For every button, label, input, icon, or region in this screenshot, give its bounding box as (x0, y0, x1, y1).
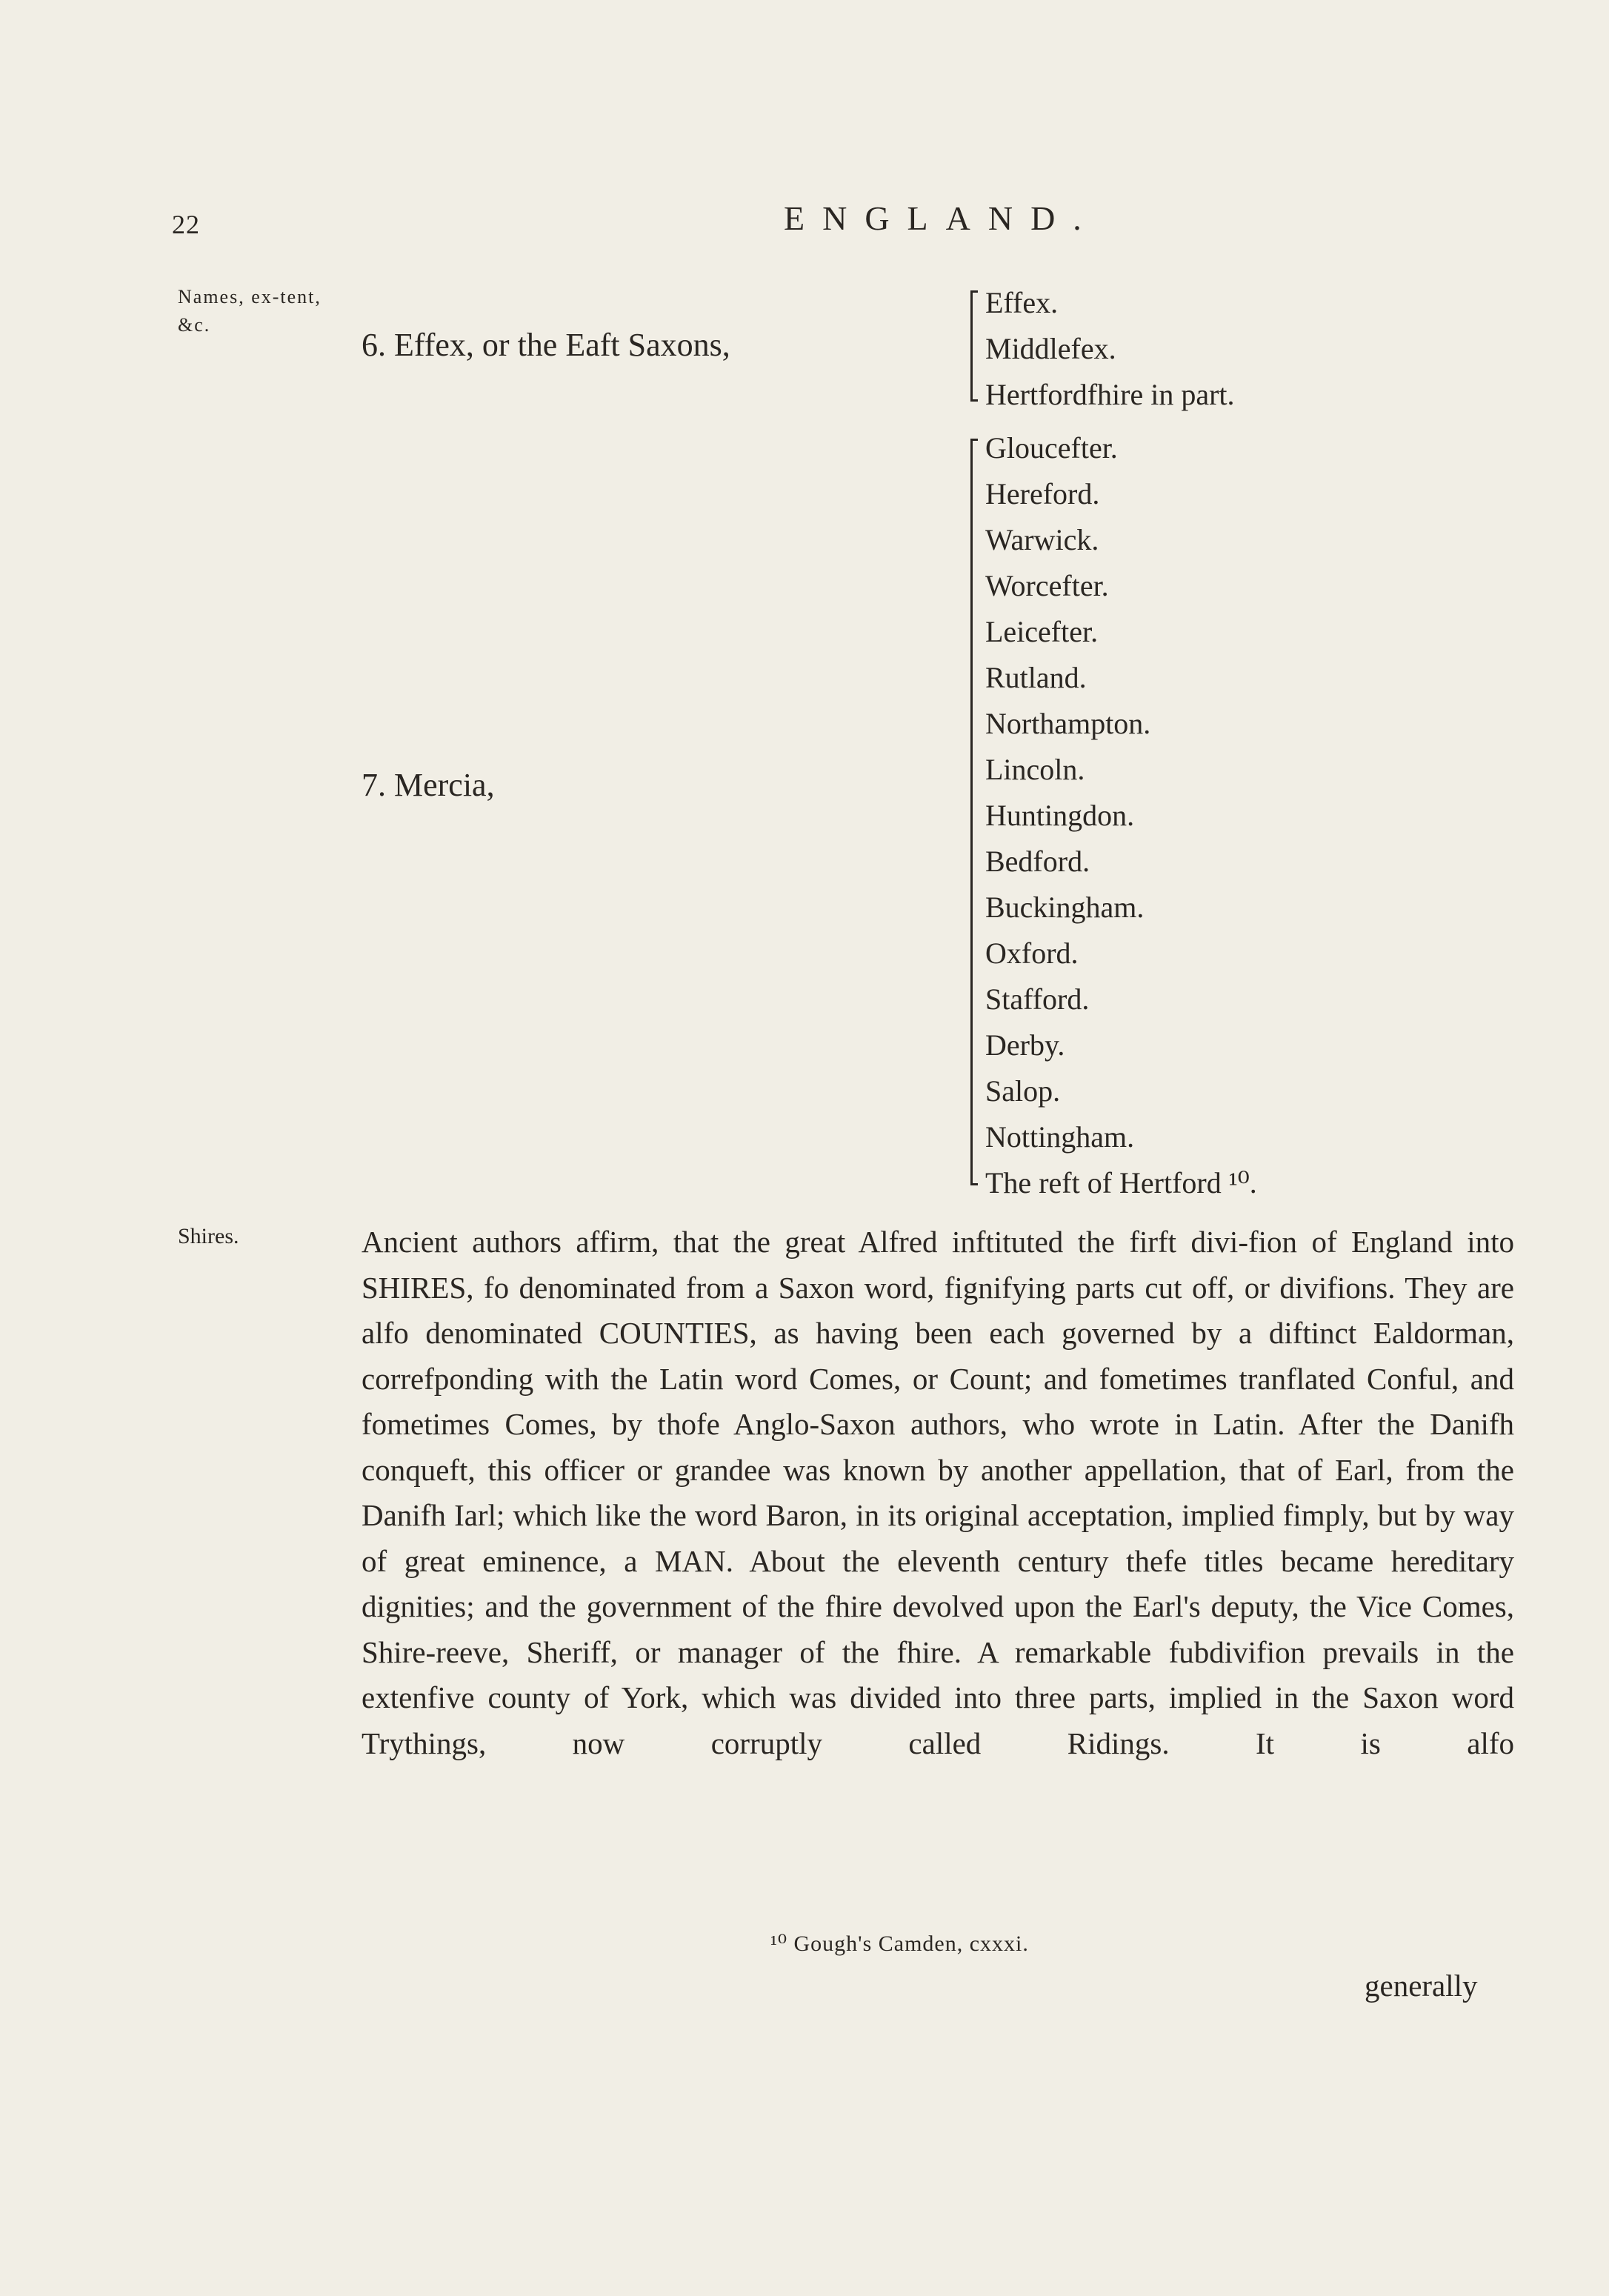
margin-note-shires: Shires. (178, 1224, 239, 1248)
footnote: ¹⁰ Gough's Camden, cxxxi. (770, 1931, 1029, 1956)
county-list-mercia (985, 425, 1257, 1206)
county-item: Stafford. (985, 982, 1090, 1016)
running-title: ENGLAND. (784, 199, 1099, 237)
page-number: 22 (172, 210, 200, 239)
county-item: Rutland. (985, 661, 1087, 694)
county-item: Leicefter. (985, 615, 1099, 648)
county-item: Worcefter. (985, 569, 1109, 602)
county-item: Derby. (985, 1028, 1065, 1062)
county-item: Salop. (985, 1074, 1061, 1108)
county-item: Hertfordfhire in part. (985, 378, 1235, 411)
county-item: Oxford. (985, 936, 1079, 970)
county-item: Warwick. (985, 523, 1099, 556)
county-item: Effex. (985, 286, 1059, 319)
running-head (0, 199, 1609, 243)
division-label-mercia: 7. Mercia, (362, 767, 495, 803)
county-list-essex (985, 280, 1235, 418)
county-item: Nottingham. (985, 1120, 1135, 1154)
brace-mercia (970, 439, 985, 1185)
margin-note-names-extent: Names, ex-tent, &c. (178, 286, 322, 336)
county-item: Bedford. (985, 845, 1090, 878)
county-item: Middlefex. (985, 332, 1116, 365)
county-item: Hereford. (985, 477, 1100, 510)
paragraph-text: Ancient authors affirm, that the great Alfred inftituted the firft divi-fion of England into SHIRES, fo denominated from a Saxon word, fignifying parts cut off, or divifions. They are alfo denominated COUNTIES, as having been each governed by a diftinct Ealdorman, correfponding with the Latin word Comes, or Count; and fometimes tranflated Conful, and fometimes Comes, by thofe Anglo-Saxon authors, who wrote in Latin. After the Danifh conqueft, this officer or grandee was known by another appellation, that of Earl, from the Danifh Iarl; which like the word Baron, in its original acceptation, implied fimply, but by way of great eminence, a MAN. About the eleventh century thefe titles became hereditary dignities; and the government of the fhire devolved upon the Earl's deputy, the Vice Comes, Shire-reeve, Sheriff, or manager of the fhire. A remarkable fubdivifion prevails in the extenfive county of York, which was divided into three parts, implied in the Saxon word Trythings, now corruptly called Ridings. It is alfo (362, 1225, 1514, 1760)
division-label-essex: 6. Effex, or the Eaft Saxons, (362, 327, 730, 363)
county-item: The reft of Hertford ¹⁰. (985, 1166, 1257, 1199)
county-item: Gloucefter. (985, 431, 1118, 465)
county-item: Lincoln. (985, 753, 1085, 786)
body-paragraph (362, 1219, 1514, 1766)
county-item: Huntingdon. (985, 799, 1135, 832)
county-item: Northampton. (985, 707, 1151, 740)
county-item: Buckingham. (985, 891, 1145, 924)
catchword: generally (1365, 1969, 1478, 2003)
brace-essex (970, 290, 985, 402)
